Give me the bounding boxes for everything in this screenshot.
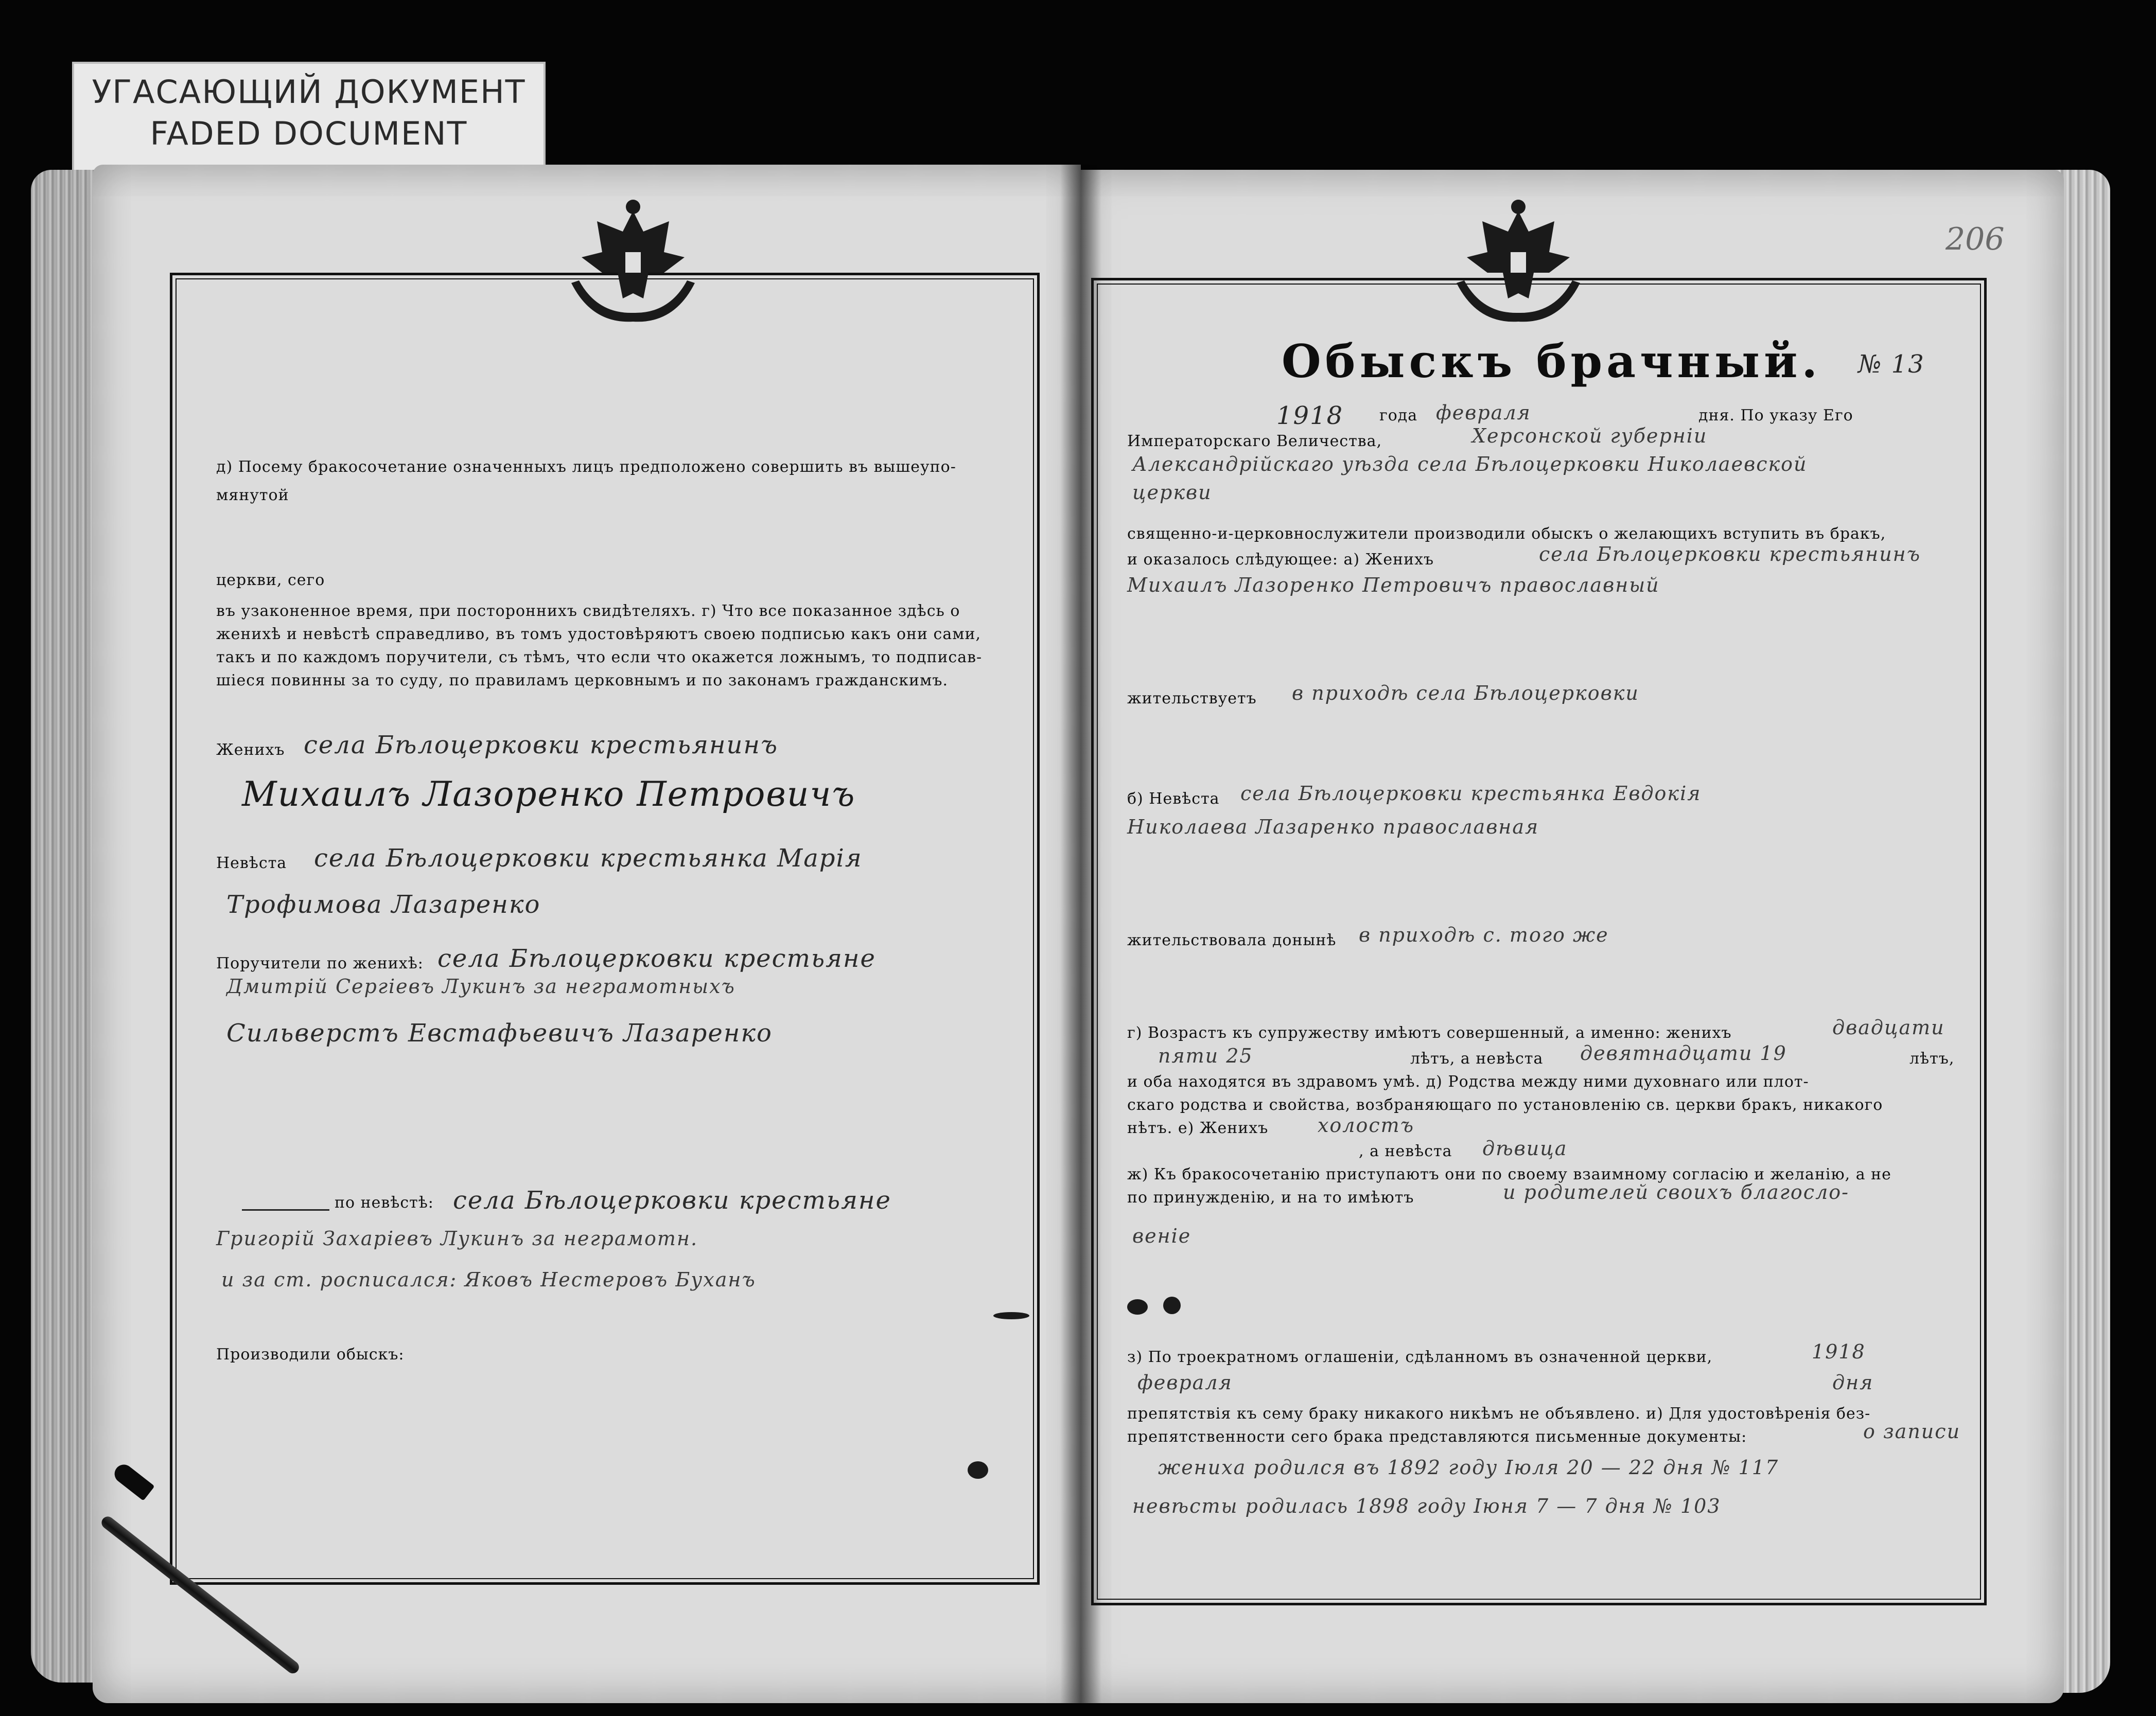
left-para-e-2: женихѣ и невѣстѣ справедливо, въ томъ удостовѣряютъ своею подписью какъ они сами, [216, 625, 981, 643]
sureties-groom-label: Поручители по женихѣ: [216, 954, 424, 972]
left-para-d-cont: мянутой [216, 486, 289, 504]
kinship-line: скаго родства и свойства, возбраняющаго по установленiю св. церкви бракъ, никакого [1127, 1096, 1883, 1114]
bride-origin-handwriting: села Бѣлоцерковки крестьянка Марiя [314, 844, 863, 873]
consent-line-2: по принужденiю, и на то имѣютъ [1127, 1189, 1414, 1207]
year-handwriting: 1918 [1276, 401, 1344, 430]
age-groom-handwriting: двадцати [1832, 1016, 1945, 1039]
documents-handwriting-0: о записи [1863, 1420, 1961, 1443]
right-bride-handwriting-1: села Бѣлоцерковки крестьянка Евдокiя [1240, 782, 1702, 805]
day-label: дня. По указу Его [1698, 406, 1853, 424]
sureties-groom-handwriting-3: Сильверстъ Евстафьевичъ Лазаренко [226, 1019, 773, 1048]
consent-line-1: ж) Къ бракосочетанiю приступаютъ они по своему взаимному согласiю и желанiю, а не [1127, 1165, 1891, 1183]
documents-handwriting-2: невѣсты родилась 1898 году Iюня 7 — 7 дня № 103 [1132, 1495, 1721, 1517]
bride-resided-label: жительствовала донынѣ [1127, 931, 1337, 949]
left-para-e-3: такъ и по каждомъ поручители, съ тѣмъ, что если что окажется ложнымъ, то подписав- [216, 648, 983, 666]
label-line-russian: УГАСАЮЩИЙ ДОКУМЕНТ [92, 73, 526, 111]
right-groom-handwriting-2: Михаилъ Лазоренко Петровичъ православный [1127, 574, 1660, 596]
bride-status-handwriting: дѣвица [1482, 1137, 1568, 1160]
place-handwriting-2: церкви [1132, 481, 1212, 504]
clergy-line: священно-и-церковнослужители производили обыскъ о желающихъ вступить въ бракъ, [1127, 525, 1886, 543]
sane-line: и оба находятся въ здравомъ умѣ. д) Родства между ними духовнаго или плот- [1127, 1073, 1809, 1091]
year-label: года [1379, 406, 1418, 424]
left-para-e-1: въ узаконенное время, при постороннихъ свидѣтеляхъ. г) Что все показанное здѣсь о [216, 602, 960, 620]
sureties-bride-handwriting-1: села Бѣлоцерковки крестьяне [453, 1186, 891, 1215]
record-number-handwriting: № 13 [1858, 350, 1925, 379]
left-church-label: церкви, сего [216, 571, 325, 589]
sureties-groom-handwriting-1: села Бѣлоцерковки крестьяне [437, 944, 876, 973]
groom-label: Женихъ [216, 741, 285, 759]
wax-spot [1163, 1297, 1181, 1314]
right-groom-handwriting-1: села Бѣлоцерковки крестьянинъ [1539, 543, 1921, 565]
age-groom-handwriting-2: пяти 25 [1158, 1045, 1253, 1067]
groom-status-handwriting: холостъ [1318, 1114, 1415, 1137]
place-handwriting-1: Александрiйскаго уѣзда села Бѣлоцерковки Николаевской [1132, 453, 1808, 475]
document-title: Обыскъ брачный. [1282, 334, 1822, 388]
month-handwriting: февраля [1436, 401, 1531, 424]
resided-label: жительствуетъ [1127, 689, 1257, 707]
marital-status-line: нѣтъ. е) Женихъ [1127, 1119, 1269, 1137]
impediments-line-1: препятствiя къ сему браку никакого никѣмъ не объявлено. и) Для удостовѣренiя без- [1127, 1405, 1871, 1423]
age-bride-handwriting: девятнадцати 19 [1580, 1042, 1787, 1065]
wax-spot [968, 1461, 988, 1479]
wax-spot [1127, 1299, 1148, 1315]
age-line-3: лѣтъ, [1909, 1050, 1955, 1068]
label-line-english: FADED DOCUMENT [150, 115, 468, 152]
groom-name-handwriting: Михаилъ Лазоренко Петровичъ [242, 774, 856, 814]
found-line: и оказалось слѣдующее: а) Женихъ [1127, 551, 1434, 569]
left-para-e-4: шiеся повинны за то суду, по правиламъ церковнымъ и по законамъ гражданскимъ. [216, 671, 949, 689]
search-conducted-label: Производили обыскъ: [216, 1346, 405, 1364]
bride-name-handwriting: Трофимова Лазаренко [226, 890, 541, 919]
sureties-bride-handwriting-2: Григорiй Захарiевъ Лукинъ за неграмотн. [216, 1227, 698, 1250]
left-para-d: д) Посему бракосочетание означенныхъ лицъ предположено совершить въ вышеупо- [216, 458, 956, 476]
impediments-line-2: препятственности сего брака представляются письменные документы: [1127, 1428, 1747, 1446]
age-line-2: лѣтъ, а невѣста [1410, 1050, 1544, 1068]
banns-month-handwriting: февраля [1137, 1371, 1233, 1394]
right-bride-label: б) Невѣста [1127, 790, 1220, 808]
sureties-bride-handwriting-3: и за ст. росписался: Яковъ Нестеровъ Буханъ [221, 1268, 756, 1291]
age-line-1: г) Возрастъ къ супружеству имѣютъ совершенный, а именно: женихъ [1127, 1024, 1732, 1042]
banns-line: з) По троекратномъ оглашенiи, сдѣланномъ въ означенной церкви, [1127, 1348, 1713, 1366]
majesty-label: Императорскаго Величества, [1127, 432, 1382, 450]
bride-status-label: , а невѣста [1359, 1142, 1452, 1160]
resided-handwriting: в приходѣ села Бѣлоцерковки [1292, 682, 1639, 704]
groom-origin-handwriting: села Бѣлоцерковки крестьянинъ [304, 731, 779, 759]
consent-handwriting: и родителей своихъ благосло- [1503, 1181, 1849, 1204]
province-handwriting: Херсонской губернiи [1472, 424, 1708, 447]
imperial-eagle-emblem-icon [1446, 196, 1590, 329]
sureties-groom-handwriting-2: Дмитрiй Сергiевъ Лукинъ за неграмотныхъ [226, 975, 735, 998]
ink-blot [993, 1312, 1029, 1319]
bride-resided-handwriting: в приходѣ с. того же [1359, 924, 1609, 946]
consent-handwriting-2: венiе [1132, 1225, 1191, 1247]
page-number: 206 [1945, 221, 2005, 257]
bride-label: Невѣста [216, 854, 287, 872]
faded-document-label [72, 62, 546, 180]
signature-blank-line [242, 1209, 329, 1211]
documents-handwriting-1: жениха родился въ 1892 году Iюля 20 — 22 дня № 117 [1158, 1456, 1779, 1479]
banns-year-handwriting: 1918 [1812, 1340, 1866, 1363]
right-bride-handwriting-2: Николаева Лазаренко православная [1127, 816, 1539, 838]
imperial-eagle-emblem-icon [561, 196, 705, 329]
banns-day-handwriting: дня [1832, 1371, 1874, 1394]
sureties-bride-label: по невѣстѣ: [335, 1194, 434, 1212]
